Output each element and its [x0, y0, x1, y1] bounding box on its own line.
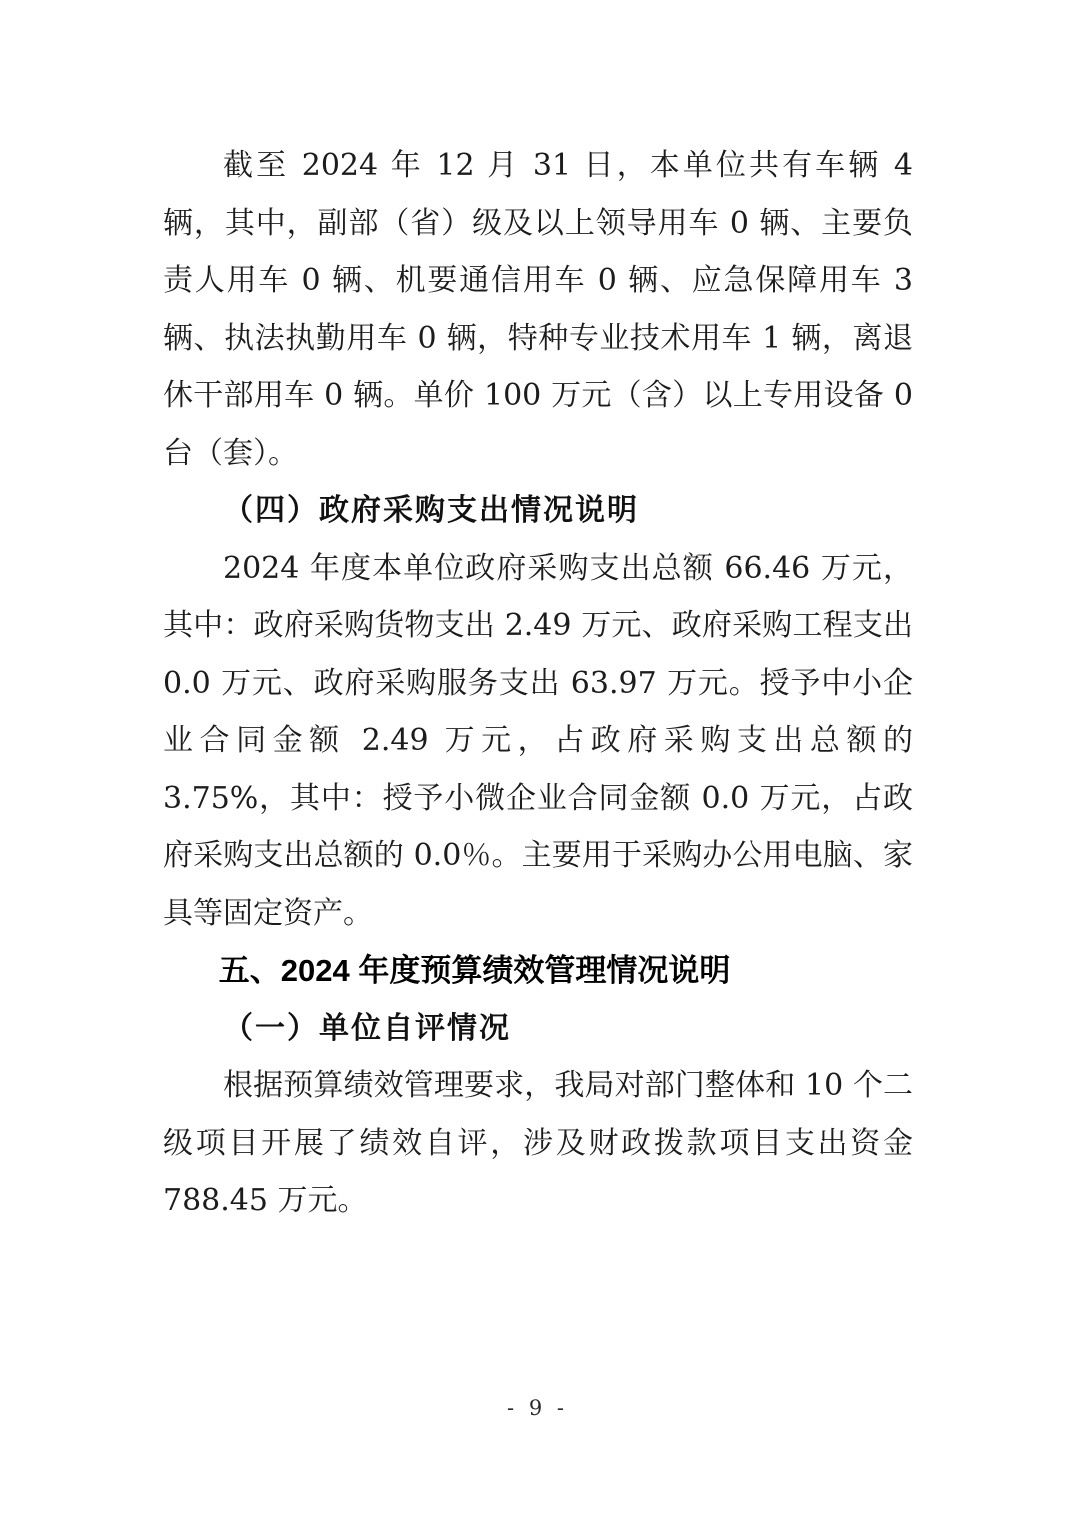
- paragraph-self-evaluation: 根据预算绩效管理要求，我局对部门整体和 10 个二级项目开展了绩效自评，涉及财政拨款项目支出资金 788.45 万元。: [163, 1068, 913, 1218]
- heading-performance-section: 五、2024 年度预算绩效管理情况说明: [218, 953, 731, 988]
- heading-self-evaluation: （一）单位自评情况: [223, 1010, 511, 1046]
- page-content: [163, 137, 913, 1230]
- paragraph-vehicle-info: 截至 2024 年 12 月 31 日，本单位共有车辆 4 辆，其中，副部（省）级及以上领导用车 0 辆、主要负责人用车 0 辆、机要通信用车 0 辆、应急保障用车 3 辆、执法执勤用车 0 辆，特种专业技术用车 1 辆，离退休干部用车 0 辆。单价 100 万元（含）以上专用设备 0 台（套）。: [163, 148, 913, 471]
- heading-procurement-section: （四）政府采购支出情况说明: [223, 493, 639, 528]
- page-footer: [0, 1396, 1075, 1420]
- page-number: - 9 -: [507, 1396, 568, 1420]
- paragraph-procurement-detail: 2024 年度本单位政府采购支出总额 66.46 万元，其中：政府采购货物支出 2.49 万元、政府采购工程支出 0.0 万元、政府采购服务支出 63.97 万元。授予中小企业合同金额 2.49 万元，占政府采购支出总额的 3.75%，其中：授予小微企业合同金额 0.0 万元，占政府采购支出总额的 0.0％。主要用于采购办公用电脑、家具等固定资产。: [163, 550, 913, 931]
